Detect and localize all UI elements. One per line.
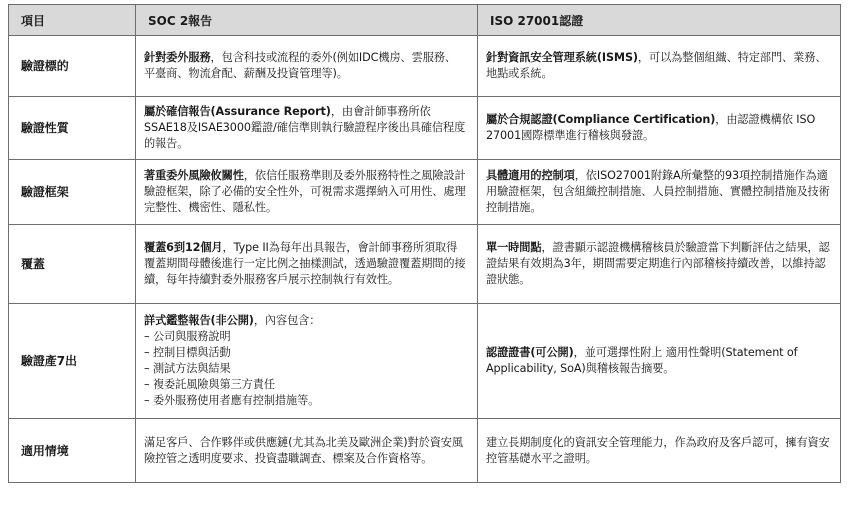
soc2-cell bbox=[136, 304, 478, 419]
iso-lead: 具體適用的控制項 bbox=[486, 169, 575, 182]
iso-cell bbox=[478, 97, 841, 160]
iso-cell bbox=[478, 304, 841, 419]
iso-lead: 屬於合規認證(Compliance Certification) bbox=[486, 113, 716, 126]
soc2-lead: 詳式鑑整報告(非公開) bbox=[144, 314, 254, 327]
table-row bbox=[9, 419, 841, 483]
header-iso27001: ISO 27001認證 bbox=[478, 5, 841, 36]
soc2-text: ，依信任服務準則及委外服務特性之風險設計驗證框架，除了必備的安全性外，可視需求選擇納入可用性、處理完整性、機密性、隱私性。 bbox=[144, 169, 466, 214]
header-soc2: SOC 2報告 bbox=[136, 5, 478, 36]
iso-cell bbox=[478, 225, 841, 304]
soc2-cell bbox=[136, 225, 478, 304]
iso-cell bbox=[478, 36, 841, 97]
table-row bbox=[9, 225, 841, 304]
soc2-cell bbox=[136, 36, 478, 97]
soc2-lead: 針對委外服務 bbox=[144, 51, 211, 64]
iso-text: ，證書顯示認證機構稽核員於驗證當下判斷評估之結果，認證結果有效期為3年，期間需要定期進行內部稽核持續改善，以維持認證狀態。 bbox=[486, 241, 830, 286]
iso-text: ，由認證機構依 ISO 27001國際標準進行稽核與發證。 bbox=[486, 113, 816, 142]
iso-lead: 針對資訊安全管理系統(ISMS) bbox=[486, 51, 638, 64]
soc2-text: ，Type II為每年出具報告，會計師事務所須取得覆蓋期間母體後進行一定比例之抽樣測試，透過驗證覆蓋期間的接續，每年持續對委外服務客戶展示控制執行有效性。 bbox=[144, 241, 466, 286]
list-item: – 控制目標與活動 bbox=[144, 346, 231, 359]
row-label: 覆蓋 bbox=[9, 225, 136, 304]
soc2-text: ，由會計師事務所依SSAE18及ISAE3000鑑證/確信準則執行驗證程序後出具確信程度的報告。 bbox=[144, 105, 466, 150]
header-item: 項目 bbox=[9, 5, 136, 36]
iso-text: ，依ISO27001附錄A所彙整的93項控制措施作為適用驗證框架，包含組織控制措施、人員控制措施、實體控制措施及技術控制措施。 bbox=[486, 169, 830, 214]
list-item: – 複委託風險與第三方責任 bbox=[144, 378, 275, 391]
iso-cell bbox=[478, 419, 841, 483]
iso-lead: 認證證書(可公開) bbox=[486, 346, 574, 359]
soc2-text: ，包含科技或流程的委外(例如IDC機房、雲服務、平臺商、物流倉配、薪酬及投資管理等)。 bbox=[144, 51, 456, 80]
row-label: 驗證框架 bbox=[9, 160, 136, 225]
table-row bbox=[9, 97, 841, 160]
row-label: 驗證產7出 bbox=[9, 304, 136, 419]
soc2-text: ，內容包含： bbox=[253, 314, 321, 327]
soc2-cell bbox=[136, 97, 478, 160]
iso-text: ，可以為整個組織、特定部門、業務、地點或系統。 bbox=[486, 51, 827, 80]
soc2-lead: 著重委外風險攸關性 bbox=[144, 169, 244, 182]
row-label: 驗證標的 bbox=[9, 36, 136, 97]
list-item: – 測試方法與結果 bbox=[144, 362, 231, 375]
soc2-cell bbox=[136, 160, 478, 225]
list-item: – 委外服務使用者應有控制措施等。 bbox=[144, 394, 320, 407]
comparison-table-container bbox=[8, 4, 840, 483]
row-label: 驗證性質 bbox=[9, 97, 136, 160]
table-row bbox=[9, 304, 841, 419]
comparison-table bbox=[8, 4, 841, 483]
iso-text: ，並可選擇性附上 適用性聲明(Statement of Applicability, SoA)與稽核報告摘要。 bbox=[486, 346, 798, 375]
list-item: – 公司與服務說明 bbox=[144, 330, 231, 343]
header-row bbox=[9, 5, 841, 36]
soc2-lead: 覆蓋6到12個月 bbox=[144, 241, 223, 254]
soc2-lead: 屬於確信報告(Assurance Report) bbox=[144, 105, 331, 118]
iso-text: 建立長期制度化的資訊安全管理能力，作為政府及客戶認可，擁有資安控管基礎水平之證明。 bbox=[486, 435, 830, 465]
table-row bbox=[9, 36, 841, 97]
iso-cell bbox=[478, 160, 841, 225]
table-row bbox=[9, 160, 841, 225]
soc2-cell bbox=[136, 419, 478, 483]
soc2-text: 滿足客戶、合作夥伴或供應鏈(尤其為北美及歐洲企業)對於資安風險控管之透明度要求、投資盡職調查、標案及合作資格等。 bbox=[144, 435, 463, 465]
row-label: 適用情境 bbox=[9, 419, 136, 483]
iso-lead: 單一時間點 bbox=[486, 241, 542, 254]
